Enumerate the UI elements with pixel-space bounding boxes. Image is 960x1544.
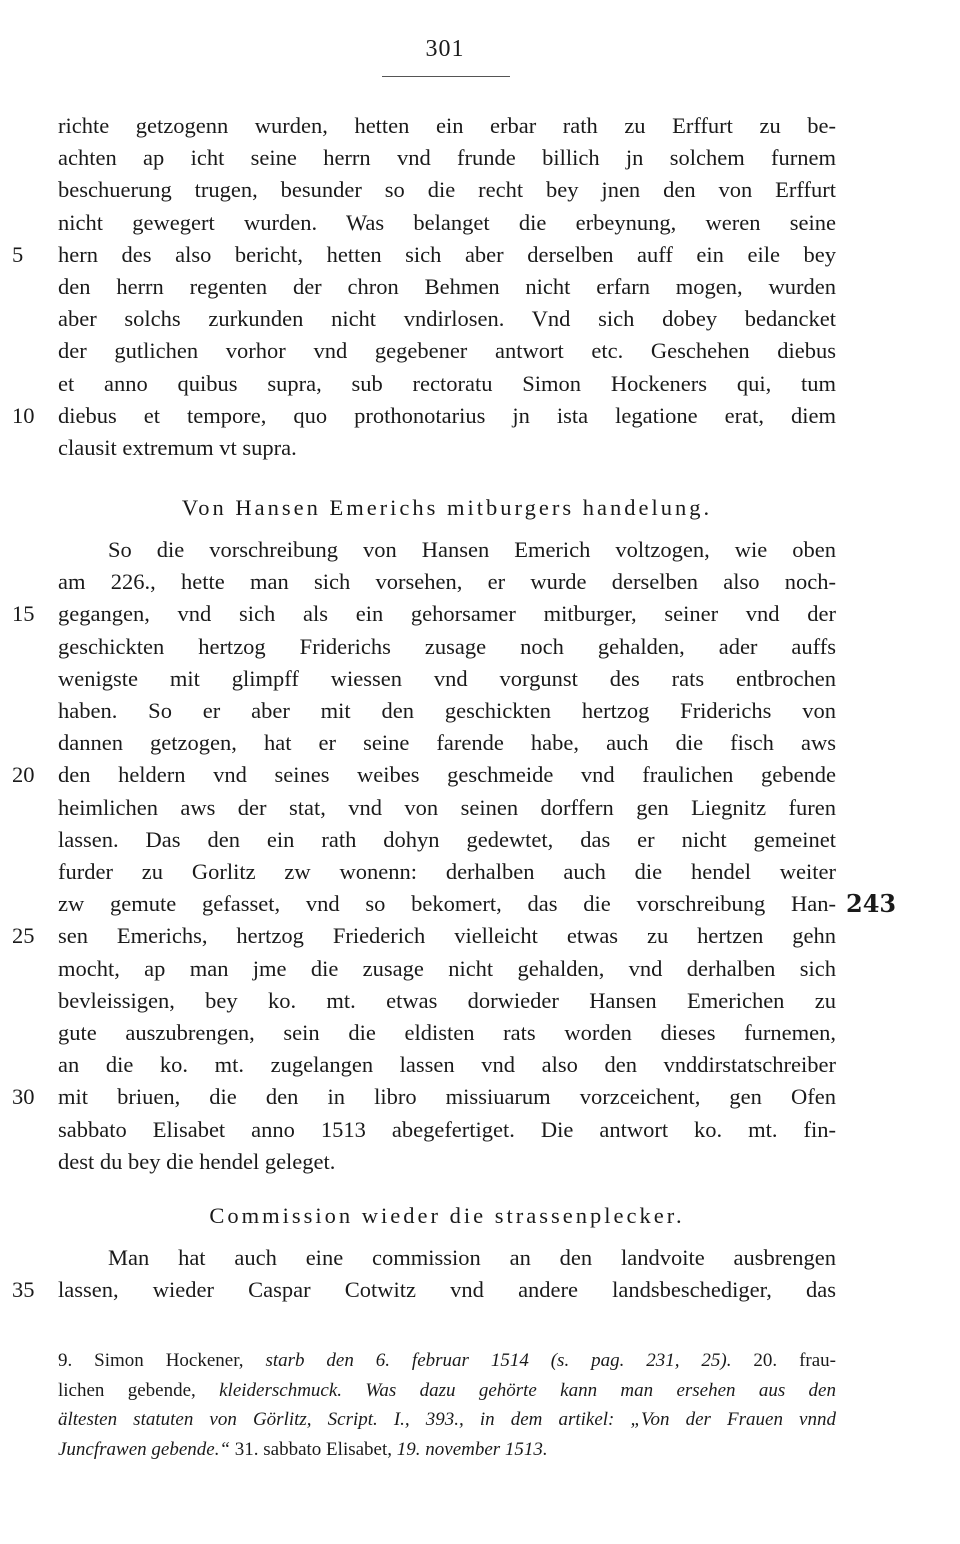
text-line: achten ap icht seine herrn vnd frunde billich jn solchem furnem (58, 145, 836, 171)
line-number (12, 631, 52, 663)
line-number (12, 792, 52, 824)
line-number (12, 1146, 52, 1178)
footnote-italic: kleiderschmuck. Was dazu gehörte kann man ersehen aus den (219, 1379, 836, 1401)
footnote-italic: 19. november 1513. (396, 1438, 548, 1460)
line-number (12, 207, 52, 239)
line-number (12, 110, 52, 142)
text-line: diebus et tempore, quo prothonotarius jn ista legatione erat, diem (58, 402, 836, 428)
footnote-text: 31. sabbato Elisabet, (230, 1438, 397, 1460)
margin-reference: 243 (846, 889, 897, 918)
text-line: dest du bey die hendel geleget. (58, 1148, 336, 1174)
line-number (12, 303, 52, 335)
line-number: 5 (12, 241, 24, 267)
text-line: der gutlichen vorhor vnd gegebener antwort etc. Geschehen diebus (58, 338, 836, 364)
text-line: mocht, ap man jme die zusage nicht gehalden, vnd derhalben sich (58, 955, 836, 981)
footnote-italic: Juncfrawen gebende.“ (58, 1438, 231, 1460)
text-line: Man hat auch eine commission an den landvoite ausbrengen (108, 1245, 836, 1270)
footnote-line (58, 1435, 836, 1465)
page-number: 301 (425, 36, 465, 62)
line-number (12, 174, 52, 206)
line-number: 15 (12, 601, 35, 627)
text-line: den herrn regenten der chron Behmen nicht erfarn mogen, wurden (58, 274, 836, 299)
line-number (12, 335, 52, 367)
line-number (12, 534, 52, 566)
text-line: bevleissigen, bey ko. mt. etwas dorwieder Hansen Emerichen zu (58, 987, 836, 1013)
line-number (12, 856, 52, 888)
footnote-italic: starb den 6. februar 1514 (s. pag. 231, 25). (265, 1350, 732, 1371)
line-number (12, 1017, 52, 1049)
line-number (12, 953, 52, 985)
line-number (12, 432, 52, 464)
text-line: am 226., hette man sich vorsehen, er wurde derselben also noch- (58, 569, 836, 595)
footnote-line (58, 1376, 836, 1406)
text-line: gute auszubrengen, sein die eldisten rats worden dieses furnemen, (58, 1020, 836, 1045)
footnote-line (58, 1346, 836, 1376)
text-line: mit briuen, die den in libro missiuarum vorzceichent, gen Ofen (58, 1084, 836, 1110)
text-line: haben. So er aber mit den geschickten hertzog Friderichs von (58, 698, 836, 723)
line-number: 25 (12, 923, 35, 949)
text-line: et anno quibus supra, sub rectoratu Simon Hockeners qui, tum (58, 370, 836, 396)
line-number (12, 695, 52, 727)
text-line: wenigste mit glimpff wiessen vnd vorgunst des rats entbrochen (58, 665, 836, 691)
line-number (12, 985, 52, 1017)
text-line: heimlichen aws der stat, vnd von seinen dorffern gen Liegnitz furen (58, 794, 836, 820)
line-number: 10 (12, 402, 35, 428)
line-number (12, 566, 52, 598)
line-number (12, 824, 52, 856)
text-line: an die ko. mt. zugelangen lassen vnd also den vnddirstatschreiber (58, 1052, 836, 1078)
text-line: aber solchs zurkunden nicht vndirlosen. Vnd sich dobey bedancket (58, 306, 836, 332)
text-line: lassen. Das den ein rath dohyn gedewtet, das er nicht gemeinet (58, 826, 836, 852)
section-heading-1: Von Hansen Emerichs mitburgers handelung. (181, 495, 713, 520)
footnote-text: lichen gebende, (58, 1379, 220, 1401)
footnote-text: 20. frau- (731, 1350, 836, 1371)
line-number (12, 271, 52, 303)
text-line: geschickten hertzog Friderichs zusage noch gehalden, ader auffs (58, 633, 836, 659)
footnote-italic: ältesten statuten von Görlitz, Script. I., 393., in dem artikel: „Von der Frauen vnnd (58, 1409, 836, 1430)
text-line: sen Emerichs, hertzog Friederich vielleicht etwas zu hertzen gehn (58, 923, 836, 949)
text-line: clausit extremum vt supra. (58, 435, 297, 460)
text-line: furder zu Gorlitz zw wonenn: derhalben auch die hendel weiter (58, 859, 836, 884)
text-line: beschuerung trugen, besunder so die recht bey jnen den von Erffurt (58, 177, 836, 203)
line-number (12, 888, 52, 920)
text-line: zw gemute gefasset, vnd so bekomert, das die vorschreibung Han- (58, 891, 836, 917)
text-line: gegangen, vnd sich als ein gehorsamer mitburger, seiner vnd der (58, 601, 836, 627)
text-line: lassen, wieder Caspar Cotwitz vnd andere landsbeschediger, das (58, 1277, 836, 1303)
text-line: richte getzogenn wurden, hetten ein erbar rath zu Erffurt zu be- (58, 113, 836, 138)
line-number (12, 1049, 52, 1081)
footnote-text: 9. Simon Hockener, (58, 1350, 266, 1371)
text-line: sabbato Elisabet anno 1513 abegefertiget. Die antwort ko. mt. fin- (58, 1116, 836, 1142)
line-number (12, 727, 52, 759)
line-number: 35 (12, 1277, 35, 1303)
section-heading-2: Commission wieder die strassenplecker. (209, 1203, 685, 1228)
line-number: 20 (12, 762, 35, 788)
line-number (12, 1242, 52, 1274)
line-number (12, 142, 52, 174)
text-line: nicht gewegert wurden. Was belanget die erbeynung, weren seine (58, 209, 836, 235)
page-number-rule (382, 76, 510, 77)
text-line: hern des also bericht, hetten sich aber derselben auff ein eile bey (58, 241, 836, 267)
text-line: dannen getzogen, hat er seine farende habe, auch die fisch aws (58, 730, 836, 756)
line-number (12, 1114, 52, 1146)
text-line: So die vorschreibung von Hansen Emerich voltzogen, wie oben (108, 537, 836, 562)
text-line: den heldern vnd seines weibes geschmeide vnd fraulichen gebende (58, 762, 836, 788)
line-number (12, 368, 52, 400)
footnote-line (58, 1405, 836, 1435)
line-number: 30 (12, 1084, 35, 1110)
line-number (12, 663, 52, 695)
footnotes (58, 1346, 836, 1464)
